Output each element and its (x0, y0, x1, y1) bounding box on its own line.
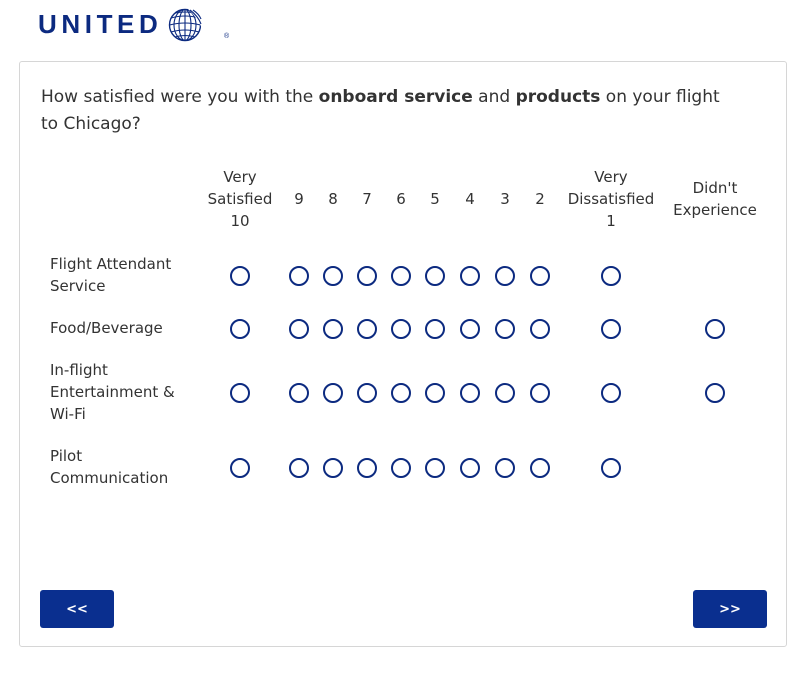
row-label-pilot-communication (50, 445, 190, 489)
radio-pilot-communication-6[interactable] (391, 458, 411, 478)
registered-mark: ® (224, 33, 230, 40)
radio-flight-attendant-5[interactable] (425, 266, 445, 286)
row-label-inflight-entertainment-wifi (50, 359, 190, 425)
column-header-very-dissatisfied-1 (568, 166, 655, 232)
radio-food-beverage-4[interactable] (460, 319, 480, 339)
header-line: Satisfied (207, 190, 273, 208)
row-label-flight-attendant-service (50, 253, 190, 297)
radio-food-beverage-didnt-experience[interactable] (705, 319, 725, 339)
question-part: on your flight to Chicago? (41, 87, 720, 134)
header-line: Experience (673, 201, 757, 219)
radio-flight-attendant-4[interactable] (460, 266, 480, 286)
radio-food-beverage-6[interactable] (391, 319, 411, 339)
radio-pilot-communication-5[interactable] (425, 458, 445, 478)
radio-food-beverage-5[interactable] (425, 319, 445, 339)
radio-flight-attendant-8[interactable] (323, 266, 343, 286)
radio-flight-attendant-9[interactable] (289, 266, 309, 286)
row-label-line: Wi-Fi (50, 405, 86, 423)
row-label-line: Pilot (50, 447, 83, 465)
united-globe-icon (168, 8, 202, 42)
radio-pilot-communication-4[interactable] (460, 458, 480, 478)
radio-pilot-communication-2[interactable] (530, 458, 550, 478)
radio-entertainment-5[interactable] (425, 383, 445, 403)
radio-food-beverage-3[interactable] (495, 319, 515, 339)
radio-pilot-communication-9[interactable] (289, 458, 309, 478)
header-line: Didn't (692, 179, 738, 197)
radio-entertainment-3[interactable] (495, 383, 515, 403)
row-label-line: Entertainment & (50, 383, 175, 401)
radio-food-beverage-7[interactable] (357, 319, 377, 339)
column-header-didnt-experience (673, 177, 757, 221)
column-header-very-satisfied-10 (208, 166, 273, 232)
row-label-line: Flight Attendant (50, 255, 172, 273)
question-part: and (472, 87, 516, 107)
radio-pilot-communication-7[interactable] (357, 458, 377, 478)
question-text (41, 84, 741, 138)
radio-pilot-communication-1[interactable] (601, 458, 621, 478)
radio-entertainment-10[interactable] (230, 383, 250, 403)
row-label-line: Service (50, 277, 106, 295)
radio-entertainment-9[interactable] (289, 383, 309, 403)
header-line: Dissatisfied (567, 190, 655, 208)
column-header-5: 5 (430, 190, 440, 208)
radio-entertainment-8[interactable] (323, 383, 343, 403)
column-header-3: 3 (500, 190, 510, 208)
radio-entertainment-2[interactable] (530, 383, 550, 403)
radio-flight-attendant-7[interactable] (357, 266, 377, 286)
radio-pilot-communication-3[interactable] (495, 458, 515, 478)
radio-entertainment-didnt-experience[interactable] (705, 383, 725, 403)
column-header-4: 4 (465, 190, 475, 208)
radio-entertainment-7[interactable] (357, 383, 377, 403)
question-emphasis-onboard-service: onboard service (318, 87, 473, 107)
column-header-8: 8 (328, 190, 338, 208)
radio-flight-attendant-2[interactable] (530, 266, 550, 286)
radio-entertainment-1[interactable] (601, 383, 621, 403)
radio-flight-attendant-10[interactable] (230, 266, 250, 286)
question-emphasis-products: products (515, 87, 601, 107)
back-button[interactable]: << (40, 590, 114, 628)
radio-entertainment-6[interactable] (391, 383, 411, 403)
radio-food-beverage-8[interactable] (323, 319, 343, 339)
radio-food-beverage-9[interactable] (289, 319, 309, 339)
radio-entertainment-4[interactable] (460, 383, 480, 403)
radio-flight-attendant-1[interactable] (601, 266, 621, 286)
radio-food-beverage-1[interactable] (601, 319, 621, 339)
survey-card (19, 61, 787, 647)
row-label-food-beverage (50, 317, 190, 339)
question-part: How satisfied were you with the (41, 87, 319, 107)
next-button[interactable]: >> (693, 590, 767, 628)
header-line: Very (594, 168, 628, 186)
radio-flight-attendant-6[interactable] (391, 266, 411, 286)
column-header-2: 2 (535, 190, 545, 208)
row-label-line: In-flight (50, 361, 108, 379)
column-header-7: 7 (362, 190, 372, 208)
row-label-line: Food/Beverage (50, 319, 163, 337)
column-header-6: 6 (396, 190, 406, 208)
brand-wordmark: UNITED (38, 9, 163, 39)
row-label-line: Communication (50, 469, 169, 487)
radio-pilot-communication-8[interactable] (323, 458, 343, 478)
united-logo (38, 8, 202, 42)
header-line: Very (223, 168, 257, 186)
column-header-9: 9 (294, 190, 304, 208)
header-line: 10 (230, 212, 250, 230)
radio-flight-attendant-3[interactable] (495, 266, 515, 286)
header-line: 1 (606, 212, 616, 230)
radio-food-beverage-2[interactable] (530, 319, 550, 339)
radio-pilot-communication-10[interactable] (230, 458, 250, 478)
radio-food-beverage-10[interactable] (230, 319, 250, 339)
